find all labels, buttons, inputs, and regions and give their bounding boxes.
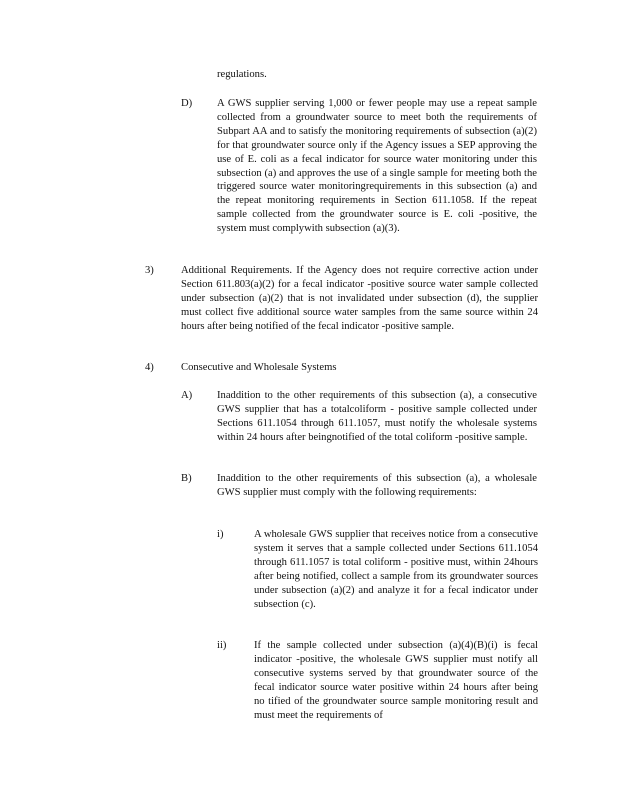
item-4b-marker: B) xyxy=(181,473,192,484)
sub-item-ii-marker: ii) xyxy=(217,640,227,651)
section-3-paragraph: Additional Requirements. If the Agency does not require corrective action under Section 611.803(a)(2) for a fecal indicator -positive source water sample collected under subsection (a)(2) that is not invalidated under subsection (d), the supplier must collect five additional source water samples from the same source within 24 hours after being notified of the fecal indicator -positive sample. xyxy=(181,265,538,332)
item-4a-paragraph: Inaddition to the other requirements of this subsection (a), a consecutive GWS supplier that has a totalcoliform - positive sample collected under Sections 611.1054 through 611.1057, must notify the wholesale systems within 24 hours after beingnotified of the total coliform -positive sample. xyxy=(217,390,537,443)
section-4-heading: Consecutive and Wholesale Systems xyxy=(181,362,337,373)
section-3-marker: 3) xyxy=(145,265,154,276)
item-d-paragraph: A GWS supplier serving 1,000 or fewer people may use a repeat sample collected from a groundwater source to meet both the requirements of Subpart AA and to satisfy the monitoring requirements of subsection (a)(2) for that groundwater source only if the Agency issues a SEP approving the use of E. coli as a fecal indicator for source water monitoring under this subsection (a) and approves the use of a single sample for meeting both the triggered source water monitoringrequirements in this subsection (a) and the repeat monitoring requirements in Section 611.1058. If the repeat sample collected from the groundwater source is E. coli -positive, the system must complywith subsection (a)(3). xyxy=(217,98,537,235)
item-d-marker: D) xyxy=(181,98,193,109)
continuation-text: regulations. xyxy=(217,69,267,80)
item-4a-marker: A) xyxy=(181,390,193,401)
sub-item-i-paragraph: A wholesale GWS supplier that receives notice from a consecutive system it serves that a sample collected under Sections 611.1054 through 611.1057 is total coliform - positive must, within 24hours after being notified, collect a sample from its groundwater sources under subsection (a)(2) and analyze it for a fecal indicator under subsection (c). xyxy=(254,529,538,610)
item-4b-paragraph: Inaddition to the other requirements of this subsection (a), a wholesale GWS supplier must comply with the following requirements: xyxy=(217,473,537,498)
sub-item-i-marker: i) xyxy=(217,529,224,540)
sub-item-ii-paragraph: If the sample collected under subsection (a)(4)(B)(i) is fecal indicator -positive, the wholesale GWS supplier must notify all consecutive systems served by that groundwater source of the fecal indicator source water positive within 24 hours after being no tified of the groundwater source sample monitoring result and must meet the requirements of xyxy=(254,640,538,721)
section-4-marker: 4) xyxy=(145,362,154,373)
